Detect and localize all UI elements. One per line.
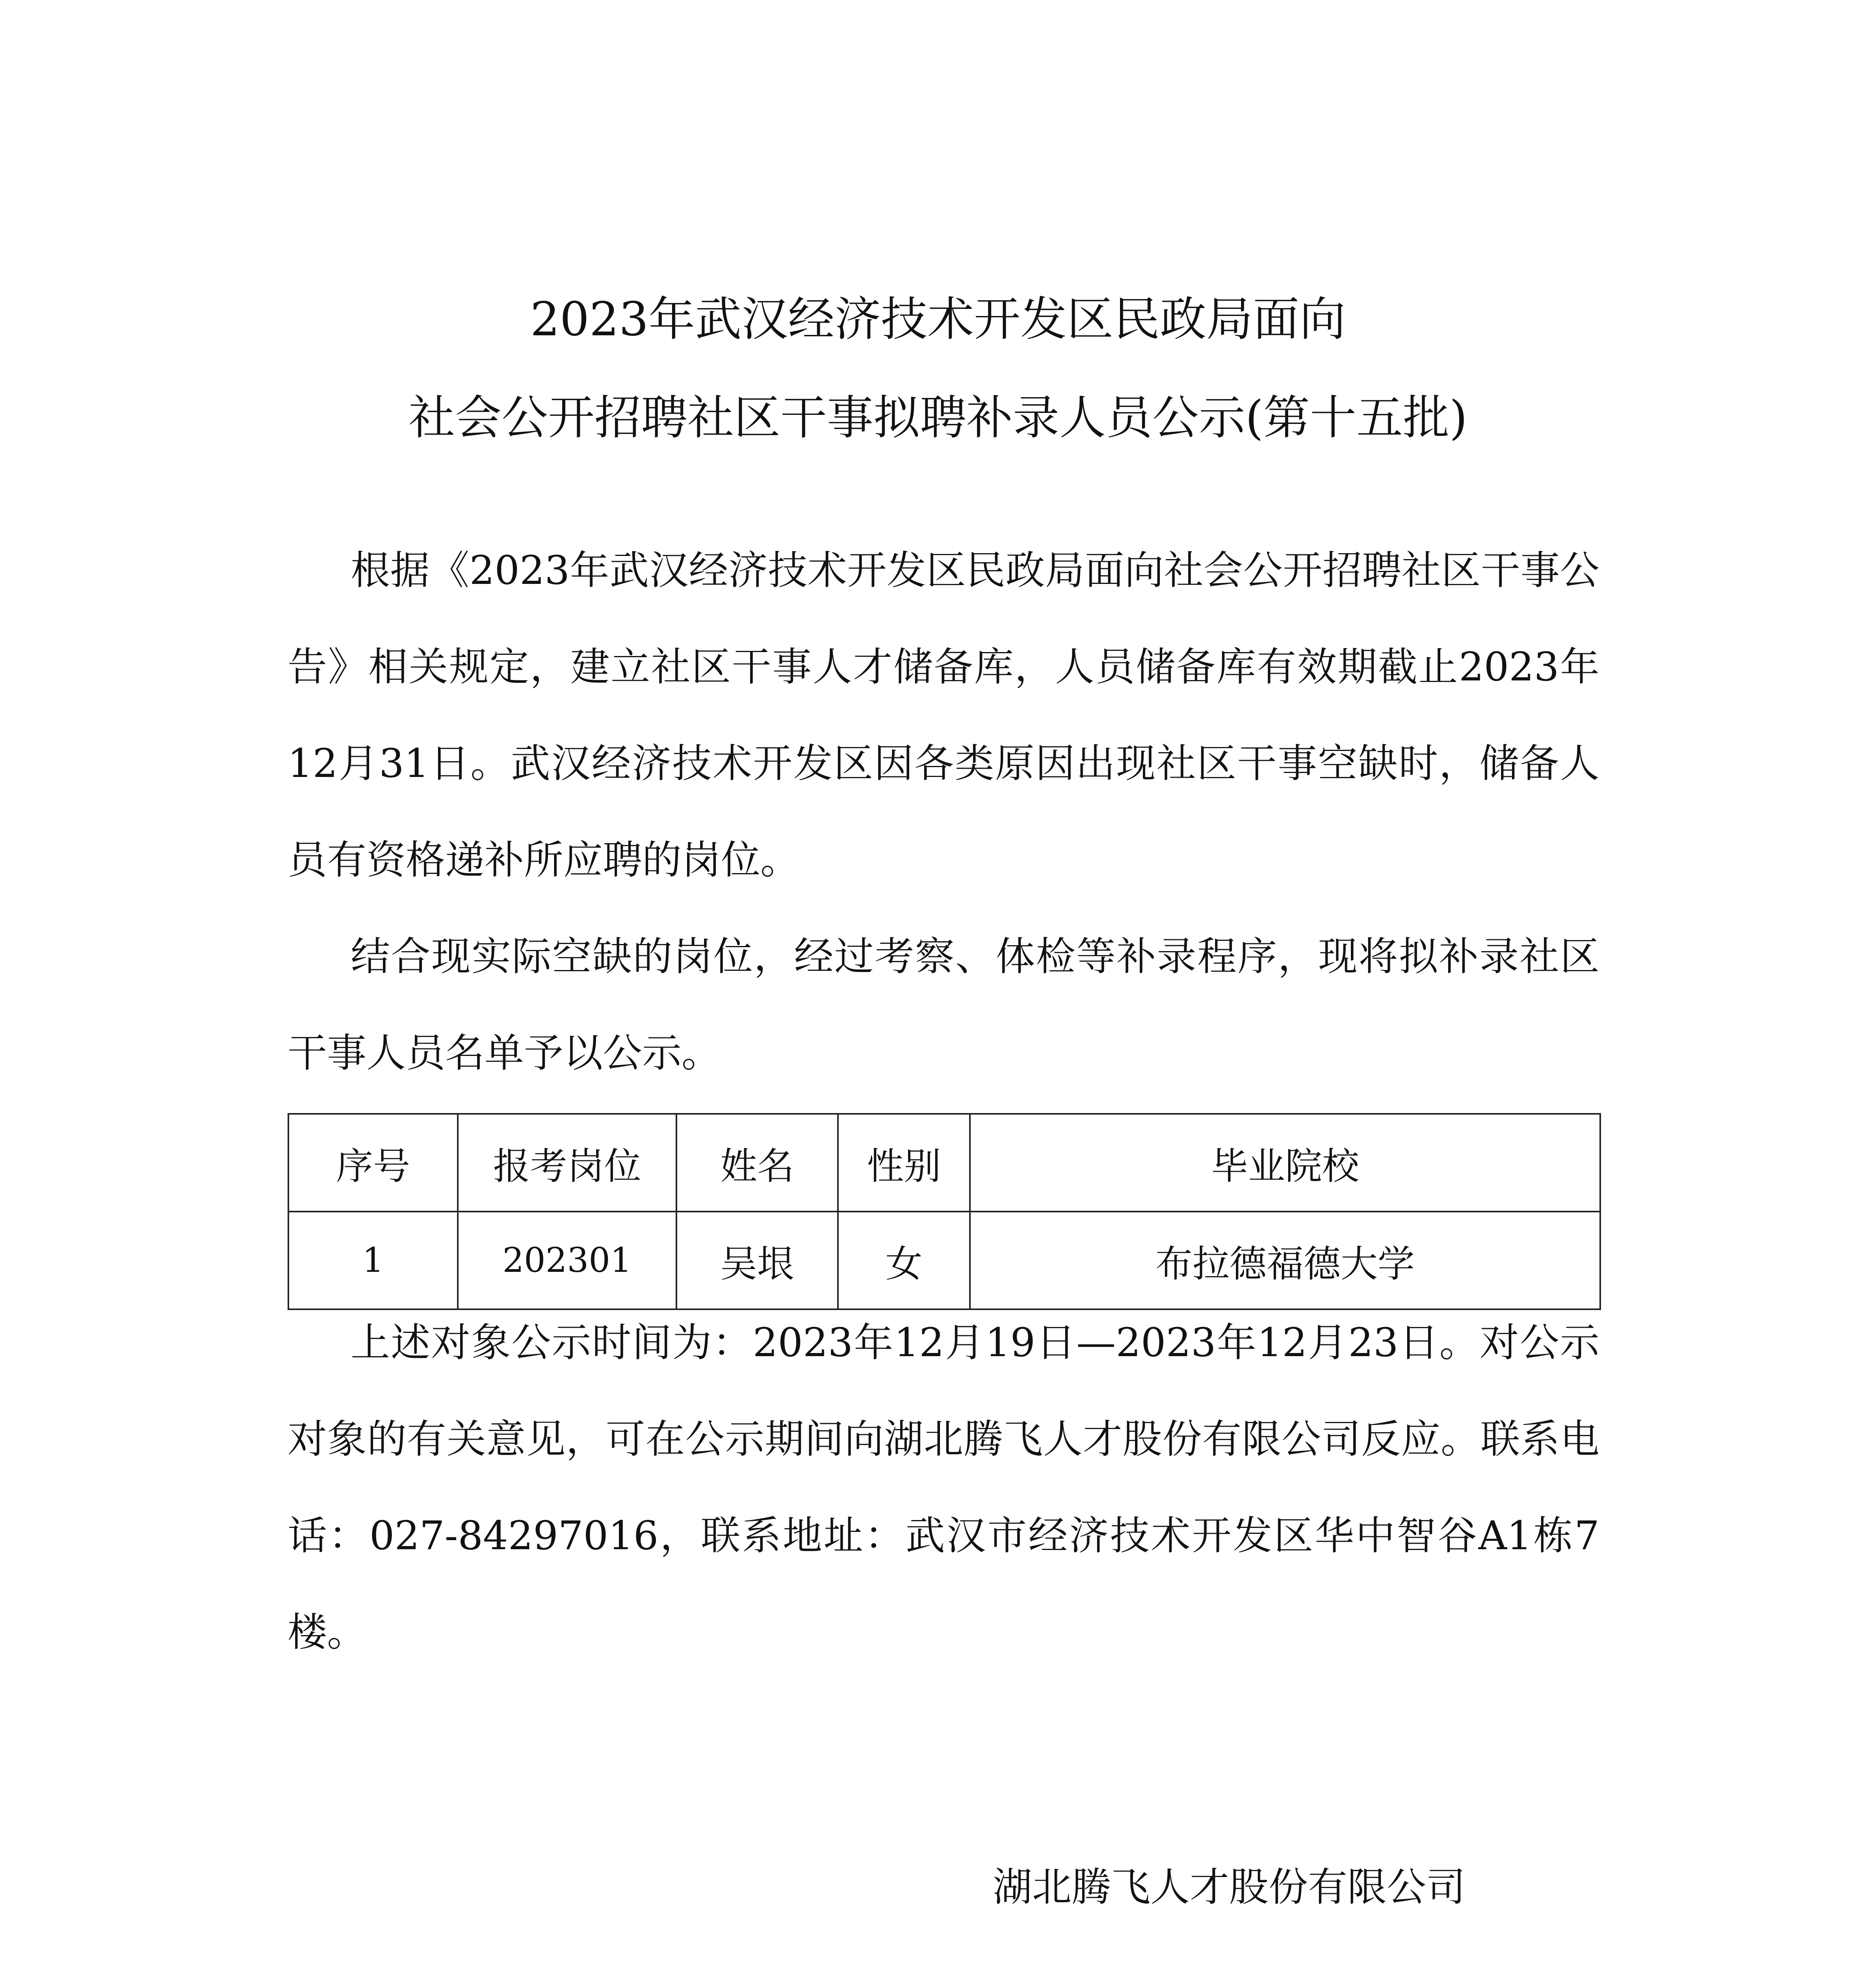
cell-index: 1	[288, 1212, 458, 1309]
header-school: 毕业院校	[970, 1114, 1600, 1212]
candidate-table	[288, 1113, 1601, 1310]
announcement-paragraph: 结合现实际空缺的岗位，经过考察、体检等补录程序，现将拟补录社区干事人员名单予以公示。	[288, 933, 1599, 1076]
header-position: 报考岗位	[458, 1114, 676, 1212]
cell-position: 202301	[458, 1212, 676, 1309]
header-name: 姓名	[676, 1114, 838, 1212]
header-gender: 性别	[838, 1114, 970, 1212]
intro-paragraph: 根据《2023年武汉经济技术开发区民政局面向社会公开招聘社区干事公告》相关规定，建立社区干事人才储备库，人员储备库有效期截止2023年12月31日。武汉经济技术开发区因各类原因出现社区干事空缺时，储备人员有资格递补所应聘的岗位。	[288, 547, 1599, 883]
cell-name: 吴垠	[676, 1212, 838, 1309]
notice-period-paragraph: 上述对象公示时间为：2023年12月19日—2023年12月23日。对公示对象的有关意见，可在公示期间向湖北腾飞人才股份有限公司反应。联系电话：027-84297016，联系地址：武汉市经济技术开发区华中智谷A1栋7楼。	[288, 1320, 1599, 1655]
signature-company: 湖北腾飞人才股份有限公司	[993, 1864, 1466, 1910]
table-header-row	[288, 1114, 1600, 1212]
header-index: 序号	[288, 1114, 458, 1212]
cell-gender: 女	[838, 1212, 970, 1309]
cell-school: 布拉德福德大学	[970, 1212, 1600, 1309]
document-title-line-1: 2023年武汉经济技术开发区民政局面向	[530, 292, 1346, 346]
document-title-line-2: 社会公开招聘社区干事拟聘补录人员公示(第十五批)	[408, 390, 1468, 445]
